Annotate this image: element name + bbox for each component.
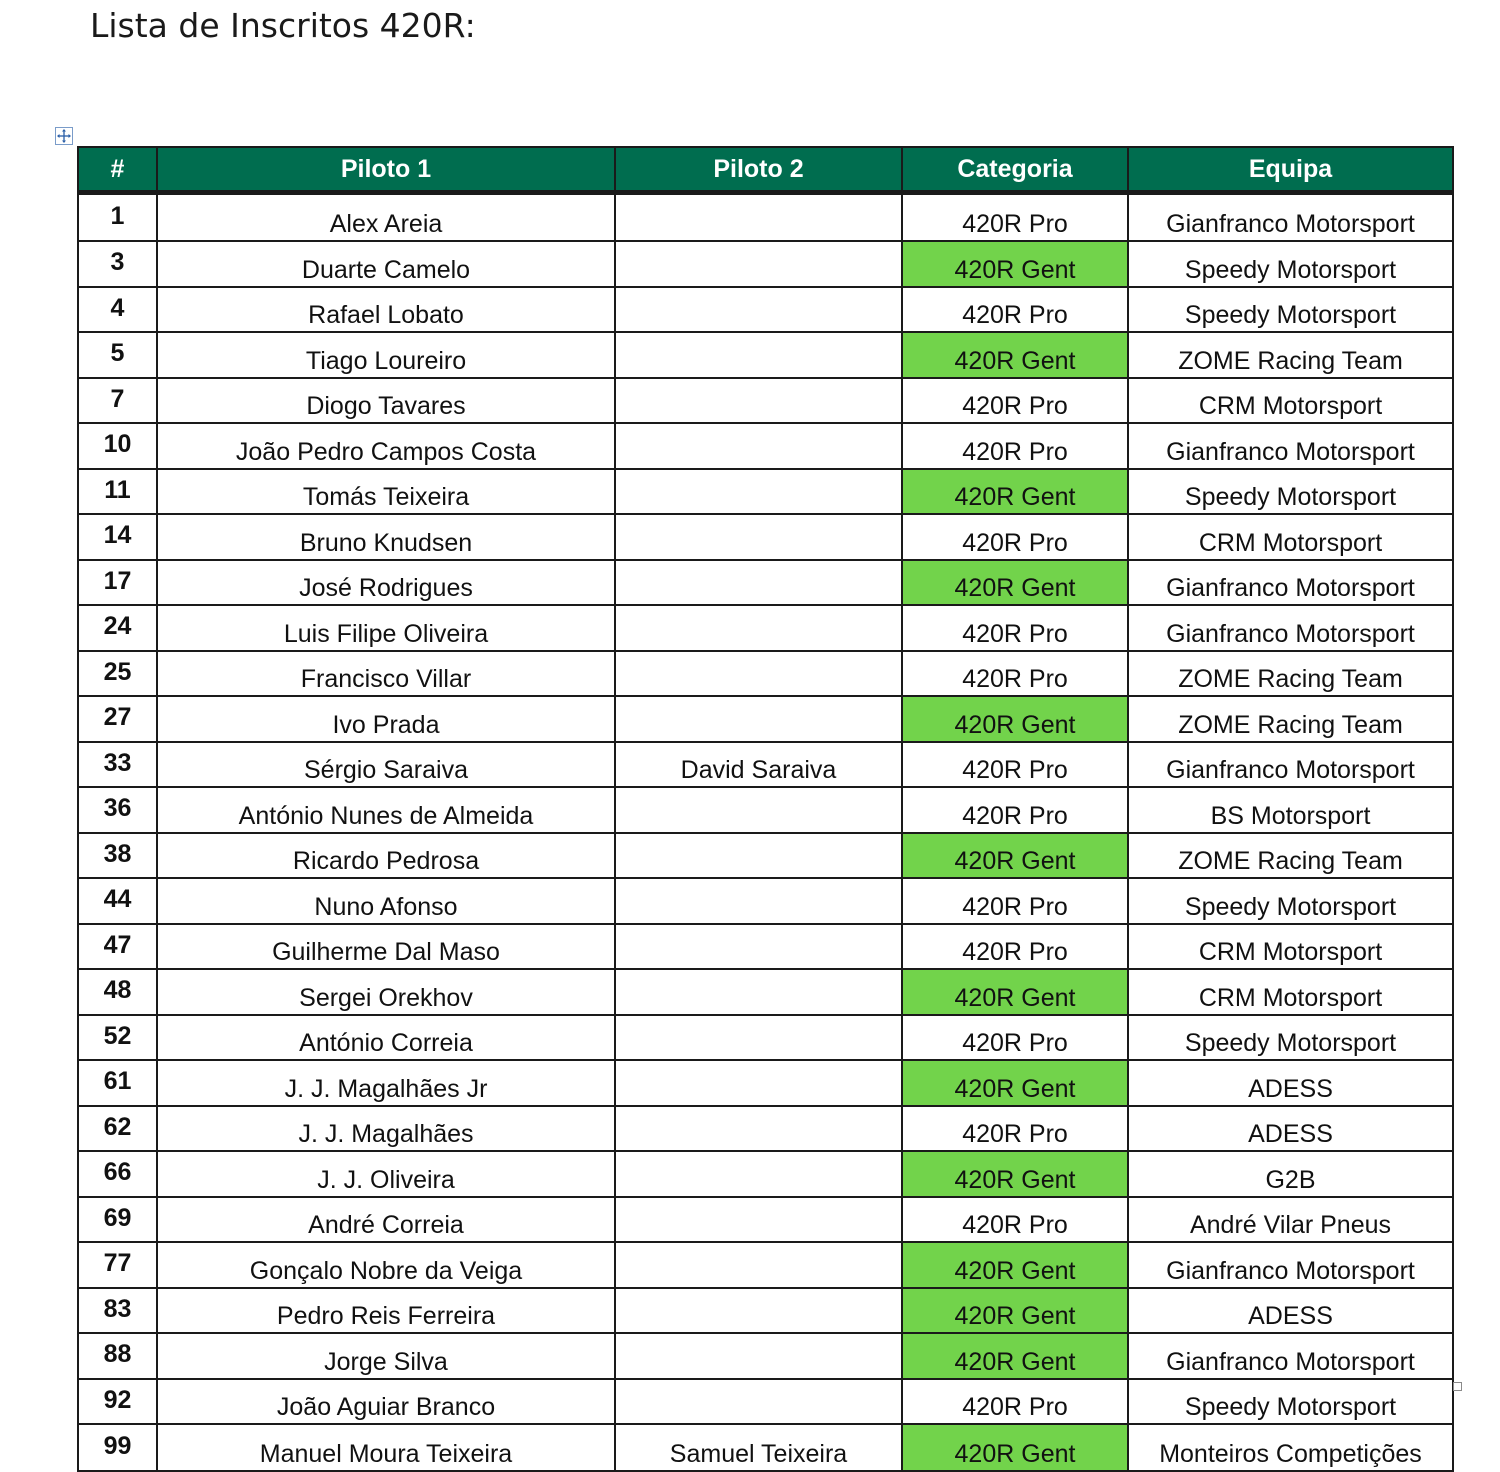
cell-number: 69: [78, 1197, 157, 1243]
cell-pilot1: Gonçalo Nobre da Veiga: [157, 1242, 615, 1288]
cell-category: 420R Gent: [902, 332, 1128, 378]
cell-team: Gianfranco Motorsport: [1128, 423, 1453, 469]
cell-pilot1: Jorge Silva: [157, 1333, 615, 1379]
table-row: [78, 193, 1453, 242]
cell-pilot2: [615, 969, 902, 1015]
cell-number: 33: [78, 742, 157, 788]
cell-pilot2: [615, 651, 902, 697]
cell-pilot1: Pedro Reis Ferreira: [157, 1288, 615, 1334]
cell-number: 38: [78, 833, 157, 879]
cell-pilot2: [615, 560, 902, 606]
table-row: [78, 742, 1453, 788]
cell-pilot1: Manuel Moura Teixeira: [157, 1424, 615, 1471]
cell-team: ADESS: [1128, 1106, 1453, 1152]
cell-number: 92: [78, 1379, 157, 1425]
table-row: [78, 651, 1453, 697]
table-row: [78, 287, 1453, 333]
table-row: [78, 833, 1453, 879]
cell-pilot2: [615, 787, 902, 833]
cell-pilot1: José Rodrigues: [157, 560, 615, 606]
cell-pilot2: [615, 287, 902, 333]
cell-category: 420R Pro: [902, 193, 1128, 242]
header-team: Equipa: [1128, 147, 1453, 193]
cell-pilot1: Tomás Teixeira: [157, 469, 615, 515]
cell-pilot1: André Correia: [157, 1197, 615, 1243]
cell-pilot1: João Pedro Campos Costa: [157, 423, 615, 469]
cell-team: Gianfranco Motorsport: [1128, 605, 1453, 651]
cell-number: 14: [78, 514, 157, 560]
cell-pilot1: J. J. Magalhães Jr: [157, 1060, 615, 1106]
cell-number: 52: [78, 1015, 157, 1061]
header-pilot1: Piloto 1: [157, 147, 615, 193]
cell-pilot2: [615, 469, 902, 515]
cell-category: 420R Pro: [902, 378, 1128, 424]
cell-team: ZOME Racing Team: [1128, 651, 1453, 697]
table-row: [78, 514, 1453, 560]
cell-number: 5: [78, 332, 157, 378]
cell-pilot1: Nuno Afonso: [157, 878, 615, 924]
table-row: [78, 469, 1453, 515]
table-row: [78, 1288, 1453, 1334]
cell-category: 420R Gent: [902, 1424, 1128, 1471]
cell-pilot2: [615, 1333, 902, 1379]
table-row: [78, 423, 1453, 469]
cell-team: ZOME Racing Team: [1128, 833, 1453, 879]
table-row: [78, 1424, 1453, 1471]
cell-pilot2: [615, 1060, 902, 1106]
cell-team: Gianfranco Motorsport: [1128, 742, 1453, 788]
cell-number: 25: [78, 651, 157, 697]
cell-pilot2: Samuel Teixeira: [615, 1424, 902, 1471]
cell-pilot2: [615, 1288, 902, 1334]
cell-pilot1: João Aguiar Branco: [157, 1379, 615, 1425]
table-row: [78, 1015, 1453, 1061]
table-row: [78, 241, 1453, 287]
cell-team: CRM Motorsport: [1128, 378, 1453, 424]
table-row: [78, 1106, 1453, 1152]
cell-pilot1: Alex Areia: [157, 193, 615, 242]
cell-pilot1: Sérgio Saraiva: [157, 742, 615, 788]
table-body: [78, 193, 1453, 1472]
table-move-icon[interactable]: [55, 127, 73, 145]
cell-number: 66: [78, 1151, 157, 1197]
cell-category: 420R Pro: [902, 1379, 1128, 1425]
cell-number: 61: [78, 1060, 157, 1106]
cell-number: 17: [78, 560, 157, 606]
cell-team: CRM Motorsport: [1128, 514, 1453, 560]
cell-pilot2: [615, 1106, 902, 1152]
cell-pilot1: Rafael Lobato: [157, 287, 615, 333]
cell-category: 420R Gent: [902, 560, 1128, 606]
cell-category: 420R Pro: [902, 423, 1128, 469]
table-row: [78, 1197, 1453, 1243]
entries-table: [77, 146, 1454, 1472]
cell-category: 420R Gent: [902, 1242, 1128, 1288]
cell-pilot2: [615, 193, 902, 242]
cell-pilot2: [615, 423, 902, 469]
header-number: #: [78, 147, 157, 193]
cell-team: BS Motorsport: [1128, 787, 1453, 833]
cell-category: 420R Pro: [902, 742, 1128, 788]
cell-team: ZOME Racing Team: [1128, 696, 1453, 742]
cell-pilot2: [615, 1242, 902, 1288]
cell-category: 420R Gent: [902, 1060, 1128, 1106]
header-pilot2: Piloto 2: [615, 147, 902, 193]
cell-category: 420R Pro: [902, 924, 1128, 970]
table-row: [78, 1151, 1453, 1197]
table-row: [78, 1333, 1453, 1379]
cell-pilot1: Tiago Loureiro: [157, 332, 615, 378]
cell-category: 420R Gent: [902, 1333, 1128, 1379]
table-row: [78, 560, 1453, 606]
cell-team: Gianfranco Motorsport: [1128, 560, 1453, 606]
cell-pilot2: David Saraiva: [615, 742, 902, 788]
cell-pilot2: [615, 696, 902, 742]
table-row: [78, 969, 1453, 1015]
cell-pilot1: António Nunes de Almeida: [157, 787, 615, 833]
table-row: [78, 1060, 1453, 1106]
cell-pilot2: [615, 1379, 902, 1425]
table-row: [78, 332, 1453, 378]
cell-number: 88: [78, 1333, 157, 1379]
cell-pilot2: [615, 378, 902, 424]
cell-pilot2: [615, 241, 902, 287]
cell-category: 420R Pro: [902, 514, 1128, 560]
table-row: [78, 696, 1453, 742]
table-row: [78, 378, 1453, 424]
cell-number: 11: [78, 469, 157, 515]
cell-team: André Vilar Pneus: [1128, 1197, 1453, 1243]
cell-category: 420R Pro: [902, 787, 1128, 833]
cell-number: 1: [78, 193, 157, 242]
cell-pilot2: [615, 332, 902, 378]
cell-number: 27: [78, 696, 157, 742]
cell-pilot1: Diogo Tavares: [157, 378, 615, 424]
cell-number: 10: [78, 423, 157, 469]
cell-category: 420R Gent: [902, 969, 1128, 1015]
cell-number: 77: [78, 1242, 157, 1288]
header-category: Categoria: [902, 147, 1128, 193]
cell-team: ADESS: [1128, 1288, 1453, 1334]
cell-pilot1: Francisco Villar: [157, 651, 615, 697]
cell-category: 420R Gent: [902, 1151, 1128, 1197]
cell-pilot2: [615, 605, 902, 651]
cell-team: ZOME Racing Team: [1128, 332, 1453, 378]
cell-pilot1: Ivo Prada: [157, 696, 615, 742]
cell-number: 44: [78, 878, 157, 924]
cell-category: 420R Pro: [902, 287, 1128, 333]
table-resize-icon[interactable]: [1453, 1382, 1462, 1391]
cell-number: 7: [78, 378, 157, 424]
table-row: [78, 787, 1453, 833]
cell-pilot2: [615, 1151, 902, 1197]
cell-team: Speedy Motorsport: [1128, 878, 1453, 924]
cell-pilot1: Sergei Orekhov: [157, 969, 615, 1015]
cell-pilot1: Guilherme Dal Maso: [157, 924, 615, 970]
cell-category: 420R Gent: [902, 1288, 1128, 1334]
cell-number: 3: [78, 241, 157, 287]
cell-number: 99: [78, 1424, 157, 1471]
cell-category: 420R Gent: [902, 241, 1128, 287]
cell-team: Speedy Motorsport: [1128, 1015, 1453, 1061]
cell-pilot1: Bruno Knudsen: [157, 514, 615, 560]
cell-pilot2: [615, 1015, 902, 1061]
cell-category: 420R Gent: [902, 696, 1128, 742]
cell-pilot2: [615, 1197, 902, 1243]
cell-number: 4: [78, 287, 157, 333]
cell-team: Monteiros Competições: [1128, 1424, 1453, 1471]
cell-pilot2: [615, 878, 902, 924]
cell-team: CRM Motorsport: [1128, 969, 1453, 1015]
cell-pilot1: Ricardo Pedrosa: [157, 833, 615, 879]
table-row: [78, 1242, 1453, 1288]
table-row: [78, 605, 1453, 651]
cell-number: 83: [78, 1288, 157, 1334]
cell-number: 24: [78, 605, 157, 651]
cell-category: 420R Gent: [902, 833, 1128, 879]
cell-team: Speedy Motorsport: [1128, 1379, 1453, 1425]
cell-category: 420R Pro: [902, 605, 1128, 651]
cell-pilot1: António Correia: [157, 1015, 615, 1061]
cell-team: Gianfranco Motorsport: [1128, 1242, 1453, 1288]
cell-category: 420R Pro: [902, 1015, 1128, 1061]
cell-category: 420R Pro: [902, 1197, 1128, 1243]
cell-pilot2: [615, 833, 902, 879]
cell-team: Speedy Motorsport: [1128, 287, 1453, 333]
cell-pilot1: J. J. Magalhães: [157, 1106, 615, 1152]
cell-number: 36: [78, 787, 157, 833]
cell-team: Speedy Motorsport: [1128, 469, 1453, 515]
cell-team: Speedy Motorsport: [1128, 241, 1453, 287]
cell-category: 420R Pro: [902, 1106, 1128, 1152]
table-row: [78, 1379, 1453, 1425]
cell-pilot2: [615, 514, 902, 560]
cell-pilot1: J. J. Oliveira: [157, 1151, 615, 1197]
document-title: Lista de Inscritos 420R:: [90, 6, 476, 45]
cell-team: ADESS: [1128, 1060, 1453, 1106]
cell-team: Gianfranco Motorsport: [1128, 1333, 1453, 1379]
cell-pilot2: [615, 924, 902, 970]
cell-pilot1: Luis Filipe Oliveira: [157, 605, 615, 651]
table-row: [78, 924, 1453, 970]
table-row: [78, 878, 1453, 924]
cell-number: 62: [78, 1106, 157, 1152]
cell-category: 420R Gent: [902, 469, 1128, 515]
cell-number: 47: [78, 924, 157, 970]
table-header-row: [78, 147, 1453, 193]
cell-number: 48: [78, 969, 157, 1015]
cell-team: G2B: [1128, 1151, 1453, 1197]
cell-team: Gianfranco Motorsport: [1128, 193, 1453, 242]
cell-category: 420R Pro: [902, 878, 1128, 924]
cell-pilot1: Duarte Camelo: [157, 241, 615, 287]
cell-category: 420R Pro: [902, 651, 1128, 697]
cell-team: CRM Motorsport: [1128, 924, 1453, 970]
